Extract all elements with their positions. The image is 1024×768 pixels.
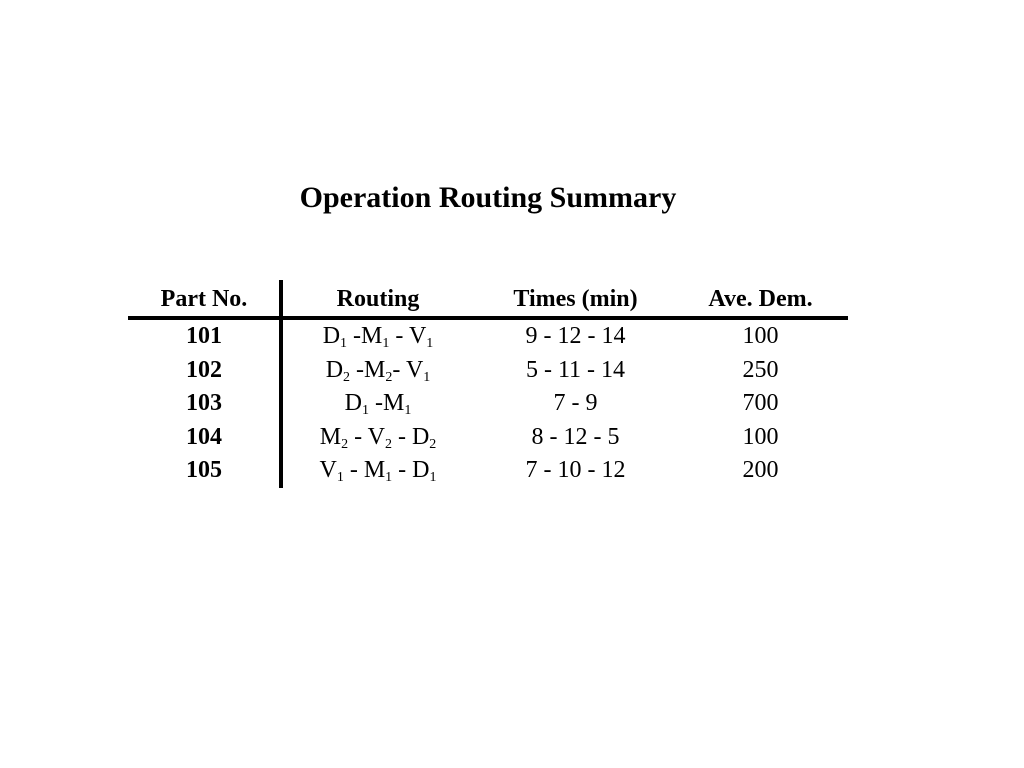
page-title: Operation Routing Summary	[299, 181, 677, 214]
header-routing: Routing	[336, 286, 420, 312]
routing-subscript: 1	[385, 470, 393, 485]
table-cell-demand: 200	[742, 457, 779, 483]
routing-segment: D	[344, 390, 362, 416]
table-cell-times: 8 - 12 - 5	[531, 424, 620, 450]
routing-segment: - V	[392, 357, 424, 383]
table-cell-part-no: 105	[186, 457, 222, 483]
header-part-no: Part No.	[160, 286, 248, 312]
routing-segment: -M	[369, 390, 405, 416]
table-cell-times: 7 - 9	[553, 390, 598, 416]
table-cell-demand: 700	[742, 390, 779, 416]
header-times: Times (min)	[513, 286, 638, 312]
routing-subscript: 2	[429, 437, 437, 452]
column-divider	[279, 280, 283, 488]
routing-segment: - D	[391, 424, 430, 450]
table-cell-times: 5 - 11 - 14	[525, 357, 626, 383]
routing-segment: D	[325, 357, 344, 383]
header-average-demand: Ave. Dem.	[708, 286, 813, 312]
table-cell-demand: 100	[742, 424, 779, 450]
routing-subscript: 1	[404, 403, 412, 418]
routing-subscript: 1	[340, 336, 348, 351]
routing-segment: V	[319, 457, 337, 483]
table-cell-times: 9 - 12 - 14	[525, 323, 626, 349]
routing-segment: -M	[350, 357, 386, 383]
routing-segment: - M	[343, 457, 386, 483]
routing-segment: - V	[389, 323, 427, 349]
routing-subscript: 1	[423, 370, 431, 385]
routing-segment: -M	[347, 323, 383, 349]
table-cell-part-no: 103	[186, 390, 222, 416]
header-divider	[128, 316, 848, 320]
table-cell-routing	[283, 422, 473, 452]
routing-subscript: 2	[385, 370, 393, 385]
table-cell-demand: 250	[742, 357, 779, 383]
routing-segment: - D	[392, 457, 430, 483]
table-cell-part-no: 101	[186, 323, 222, 349]
routing-subscript: 1	[382, 336, 390, 351]
routing-subscript: 1	[336, 470, 344, 485]
routing-subscript: 1	[429, 470, 437, 485]
routing-subscript: 2	[384, 437, 392, 452]
routing-subscript: 1	[426, 336, 434, 351]
routing-subscript: 1	[362, 403, 369, 418]
routing-segment: M	[319, 424, 342, 450]
table-cell-times: 7 - 10 - 12	[525, 457, 626, 483]
routing-table	[128, 280, 848, 490]
table-cell-routing	[283, 321, 473, 351]
routing-subscript: 2	[343, 370, 351, 385]
routing-segment: - V	[348, 424, 385, 450]
table-cell-part-no: 104	[186, 424, 222, 450]
routing-segment: D	[322, 323, 341, 349]
routing-subscript: 2	[341, 437, 349, 452]
table-cell-routing	[283, 355, 473, 385]
table-cell-routing	[283, 388, 473, 418]
table-cell-routing	[283, 455, 473, 485]
table-cell-part-no: 102	[186, 357, 222, 383]
table-cell-demand: 100	[742, 323, 779, 349]
